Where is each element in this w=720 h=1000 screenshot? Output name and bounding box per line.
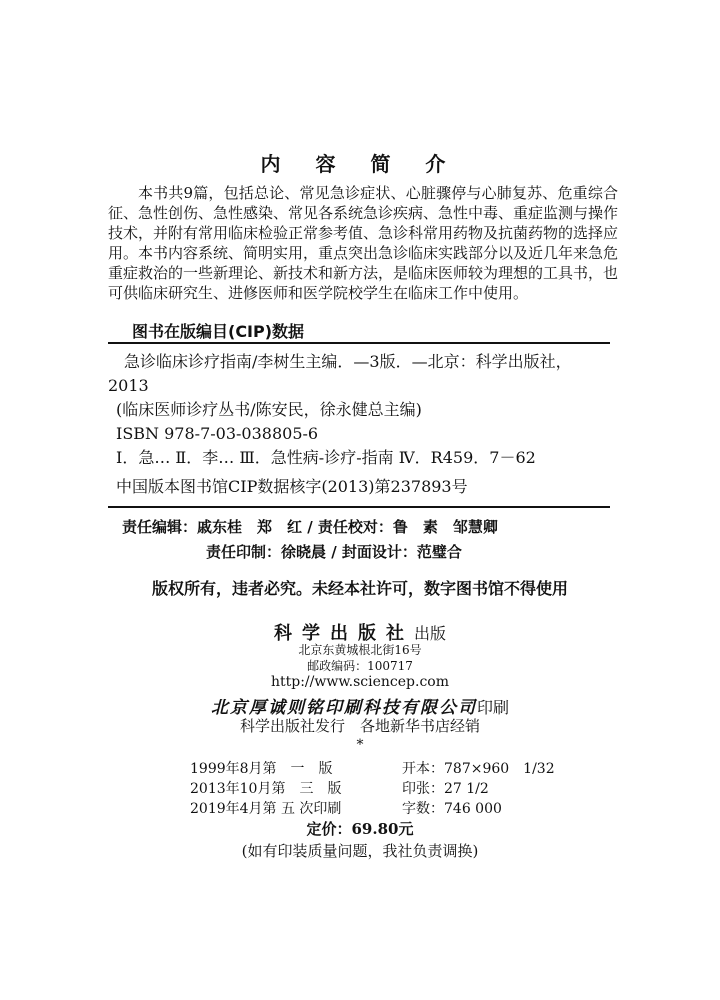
cip-series: (临床医师诊疗丛书/陈安民，徐永健总主编) — [116, 400, 422, 419]
publisher-address: 北京东黄城根北街16号 — [298, 643, 422, 657]
intro-paragraph-2: 本书内容系统、简明实用，重点突出急诊临床实践部分以及近几年来急危重症救治的一些新理论、新技术和新方法，是临床医师较为理想的工具书，也可供临床研究生、进修医师和医学院校学生在临床工作中使用。 — [108, 244, 619, 302]
quality-notice: (如有印装质量问题，我社负责调换) — [241, 842, 479, 860]
cip-library-number: 中国版本图书馆CIP数据核字(2013)第237893号 — [116, 477, 468, 496]
cip-entry: 急诊临床诊疗指南/李树生主编．—3版．—北京：科学出版社，2013 — [108, 352, 572, 395]
edition-spec: 印张：27 1/2 — [402, 781, 489, 797]
edition-spec: 字数：746 000 — [402, 801, 502, 817]
cip-classification: Ⅰ．急… Ⅱ．李… Ⅲ．急性病-诊疗-指南 Ⅳ．R459．7－62 — [116, 448, 536, 467]
printer-suffix: 印刷 — [476, 698, 509, 717]
cip-heading: 图书在版编目(CIP)数据 — [132, 322, 305, 341]
price: 定价：69.80元 — [306, 820, 414, 838]
edition-date: 2013年10月第 三 版 — [190, 781, 342, 797]
responsibility-line-1: 责任编辑：戚东桂 郑 红 / 责任校对：鲁 素 邹慧卿 — [122, 518, 498, 536]
intro-paragraph-1: 本书共9篇，包括总论、常见急诊症状、心脏骤停与心肺复苏、危重综合征、急性创伤、急性感染、常见各系统急诊疾病、急性中毒、重症监测与操作技术，并附有常用临床检验正常参考值、急诊科常用药物及抗菌药物的选择应用。 — [108, 184, 619, 262]
publisher-suffix: 出版 — [413, 624, 446, 643]
cip-bottom-rule — [108, 506, 610, 508]
edition-spec: 开本：787×960 1/32 — [402, 761, 555, 777]
edition-date: 1999年8月第 一 版 — [190, 761, 333, 777]
separator-star: * — [356, 737, 364, 753]
distribution: 科学出版社发行 各地新华书店经销 — [239, 717, 480, 735]
cip-top-rule — [108, 342, 610, 344]
publisher-name: 科学出版社 — [273, 623, 414, 644]
responsibility-line-2: 责任印制：徐晓晨 / 封面设计：范璧合 — [206, 543, 462, 561]
page-title: 内 容 简 介 — [260, 152, 460, 176]
printer-name: 北京厚诚则铭印刷科技有限公司 — [210, 698, 477, 718]
publisher-website: http://www.sciencep.com — [270, 674, 449, 690]
cip-isbn: ISBN 978-7-03-038805-6 — [116, 424, 319, 443]
publisher-postcode: 邮政编码：100717 — [307, 659, 413, 673]
edition-date: 2019年4月第 五 次印刷 — [190, 801, 342, 817]
copyright-notice: 版权所有，违者必究。未经本社许可，数字图书馆不得使用 — [151, 579, 568, 598]
